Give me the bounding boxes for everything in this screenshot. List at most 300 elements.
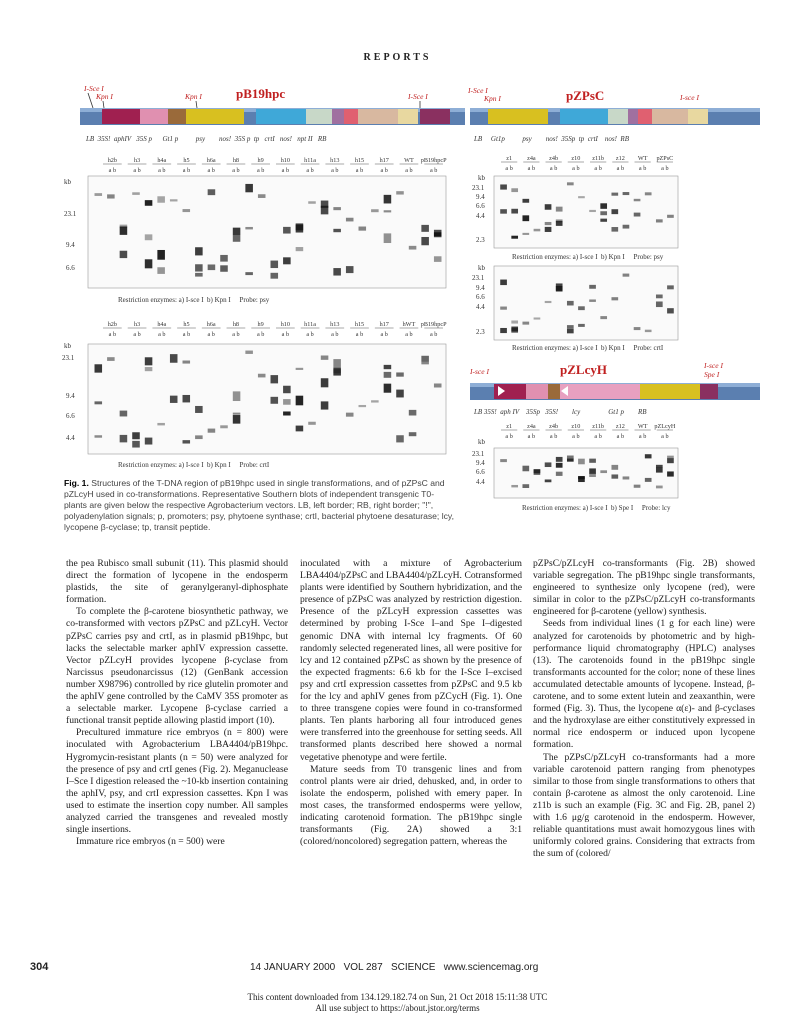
lane-ab: a b (331, 331, 339, 338)
lane-ab: a b (158, 331, 166, 338)
lane-ab: a b (549, 433, 558, 440)
kb-label: kb (478, 264, 485, 272)
paragraph: Mature seeds from T0 transgenic lines and from control plants were air dried, dehusked, and, in order to isolate the endosperm, polished with emery paper. In most cases, the transformed endosperms were yellow, indicating carotenoid formation. The pB19hpc single transformants (Fig. 2A) showed a 3:1 (colored/noncolored) segregation pattern, whereas the (300, 763, 522, 848)
blot-band (384, 384, 392, 393)
lane-ab: a b (306, 331, 314, 338)
blot-band (245, 184, 253, 192)
blot-band (132, 192, 140, 195)
blot-band (589, 299, 596, 301)
lane-ab: a b (572, 165, 580, 172)
blot-band (600, 316, 607, 319)
blot-band (611, 193, 618, 196)
construct-title: pZLcyH (560, 362, 607, 377)
blot-band (522, 233, 529, 235)
blot-band (233, 413, 241, 415)
blot-band (567, 301, 574, 306)
blot-band (120, 251, 128, 258)
lane-ab: a b (429, 167, 438, 174)
blot-band (522, 322, 529, 325)
blot-band (545, 479, 552, 482)
blot-band (578, 459, 585, 465)
blot-band (500, 280, 507, 286)
blot-band (245, 272, 253, 275)
blot-band (346, 218, 354, 222)
lane-label: z4b (549, 155, 559, 162)
blot-band (157, 267, 165, 274)
lane-ab: a b (256, 331, 265, 338)
blot-band (233, 391, 241, 401)
blot-footer: Restriction enzymes: a) I-sce I b) Kpn I Probe: crtI (118, 461, 270, 469)
lane-ab: a b (527, 433, 536, 440)
blot-band (296, 426, 304, 432)
blot-band (500, 184, 507, 189)
lane-ab: a b (527, 165, 536, 172)
blot-band (500, 459, 507, 462)
blot-band (534, 469, 541, 474)
blot-footer: Restriction enzymes: a) I-sce I b) Spe I Probe: lcy (522, 504, 671, 512)
lane-ab: a b (405, 331, 413, 338)
lane-label: h2b (107, 321, 117, 328)
blot-footer: Restriction enzymes: a) I-sce I b) Kpn I Probe: crtI (512, 344, 664, 352)
blot-band (667, 215, 674, 218)
blot-band (556, 207, 563, 212)
blot-band (359, 405, 367, 407)
lane-label: z12 (615, 155, 625, 162)
caption-label: Fig. 1. (64, 478, 89, 488)
blot-band (195, 273, 203, 277)
figure-caption (64, 478, 454, 533)
site-label: I-Sce I (408, 92, 428, 101)
blot-band (545, 301, 552, 303)
blot-band (500, 328, 507, 333)
blot-band (95, 193, 103, 196)
blot-band (567, 182, 574, 185)
kb-label: 6.6 (476, 468, 485, 476)
kb-label: 23.1 (62, 354, 75, 362)
lane-ab: a b (355, 331, 364, 338)
site-label: I-Sce I (468, 86, 488, 95)
blot-band (421, 225, 429, 232)
blot-band (589, 473, 596, 477)
lane-label: h11a (304, 321, 316, 328)
blot-band (333, 268, 341, 275)
lane-ab: a b (380, 331, 388, 338)
blot-band (409, 246, 417, 250)
lane-label: z11b (592, 423, 605, 430)
blot-band (634, 327, 641, 330)
lane-ab: a b (108, 167, 117, 174)
blot-band (157, 250, 165, 260)
blot-band (556, 457, 563, 462)
site-label: I-sce I (704, 361, 723, 370)
blot-band (589, 468, 596, 473)
lane-ab: a b (505, 433, 513, 440)
blot-band (371, 209, 379, 212)
construct-pb19hpc (80, 84, 465, 143)
lane-label: WT (637, 155, 648, 162)
kb-label: 9.4 (476, 284, 485, 292)
blot-band (170, 354, 178, 363)
construct-elements: LB 35S! aph IV 35Sp 35S! lcy Gt1 p RB (474, 408, 647, 416)
blot-band (434, 256, 442, 262)
blot-band (333, 359, 341, 367)
blot-band (545, 462, 552, 467)
blot-band (545, 227, 552, 232)
column-3 (533, 558, 755, 860)
download-notice (0, 992, 795, 1014)
blot-band (522, 215, 529, 221)
blot-band (567, 325, 574, 328)
blot-band (384, 195, 392, 204)
blot-band (183, 395, 191, 402)
construct-elements: LB Gt1p psy nos! 35Sp tp crtI nos! RB (474, 135, 629, 143)
blot-band (283, 257, 291, 264)
lane-ab: a b (429, 331, 438, 338)
site-label: I-sce I (680, 93, 699, 102)
blot-band (371, 400, 379, 402)
lane-label: pZLcyH (654, 423, 676, 430)
construct-title: pB19hpc (236, 86, 286, 101)
lane-label: h17 (379, 321, 389, 328)
blot-band (567, 328, 574, 333)
blot-band (421, 356, 429, 362)
lane-ab: a b (331, 167, 339, 174)
blot-band (384, 372, 392, 378)
paragraph: Immature rice embryos (n = 500) were (76, 836, 225, 848)
blot-band (283, 386, 291, 393)
blot-band (296, 247, 304, 251)
southern-blot-crti-pb19hpc (62, 321, 447, 469)
lane-label: h4a (157, 321, 167, 328)
construct-title: pZPsC (566, 88, 605, 103)
lane-ab: a b (133, 331, 141, 338)
blot-band (396, 390, 404, 398)
blot-footer: Restriction enzymes: a) I-sce I b) Kpn I Probe: psy (512, 253, 664, 261)
blot-band (434, 383, 442, 387)
blot-band (245, 351, 253, 354)
blot-band (157, 196, 165, 202)
blot-band (157, 423, 165, 425)
blot-band (271, 273, 279, 279)
construct-pzpsc (467, 86, 760, 143)
blot-band (656, 465, 663, 468)
lane-ab: a b (281, 331, 290, 338)
blot-band (634, 199, 641, 201)
blot-band (95, 435, 103, 437)
blot-band (183, 361, 191, 364)
blot-band (656, 219, 663, 222)
lane-ab: a b (661, 165, 669, 172)
paragraph: pZPsC/pZLcyH co-transformants (Fig. 2B) showed variable segregation. The pB19hpc single transformants, engineered to synthesize only lycopene (red), were similar in color to the pZPsC/pZLcyH co-transformants engineered for β-carotene (yellow) synthesis. (533, 558, 755, 618)
blot-band (667, 458, 674, 463)
lane-label: pZPsC (656, 155, 674, 162)
lane-ab: a b (256, 167, 265, 174)
blot-band (321, 206, 329, 215)
lane-ab: a b (355, 167, 364, 174)
blot-band (333, 369, 341, 373)
blot-band (145, 234, 153, 240)
blot-band (534, 229, 541, 232)
blot-band (511, 236, 518, 239)
lane-label: z1 (506, 423, 513, 430)
lane-label: h11a (304, 157, 316, 164)
blot-footer: Restriction enzymes: a) I-sce I b) Kpn I Probe: psy (118, 296, 270, 304)
blot-band (195, 406, 203, 413)
kb-label: 4.4 (66, 434, 75, 442)
site-label: I-Sce I (84, 84, 104, 93)
blot-band (511, 209, 518, 214)
blot-band (421, 237, 429, 245)
lane-ab: a b (108, 331, 117, 338)
blot-band (208, 429, 216, 433)
blot-band (245, 227, 253, 229)
blot-band (545, 204, 552, 210)
blot-band (578, 476, 585, 479)
lane-label: z4a (527, 423, 536, 430)
lane-label: h5 (183, 321, 190, 328)
blot-band (333, 207, 341, 210)
blot-band (409, 410, 417, 416)
lane-label: z11b (592, 155, 605, 162)
blot-band (511, 320, 518, 323)
blot-band (195, 264, 203, 271)
blot-band (321, 378, 329, 387)
blot-band (107, 194, 115, 198)
lane-label: h3 (133, 321, 141, 328)
blot-band (578, 196, 585, 198)
blot-band (645, 478, 652, 482)
download-line-2: All use subject to https://about.jstor.org/terms (315, 1003, 480, 1013)
blot-band (396, 435, 404, 442)
blot-band (296, 368, 304, 370)
blot-band (656, 295, 663, 299)
blot-band (611, 465, 618, 470)
lane-ab: a b (505, 165, 513, 172)
lane-label: h5 (183, 157, 190, 164)
blot-band (296, 396, 304, 406)
blot-band (611, 474, 618, 478)
blot-band (634, 485, 641, 488)
column-1 (66, 558, 288, 848)
lane-ab: a b (572, 433, 580, 440)
download-line-1: This content downloaded from 134.129.182.74 on Sun, 21 Oct 2018 15:11:38 UTC (247, 992, 548, 1002)
site-label: Spe I (704, 370, 720, 379)
section-header: REPORTS (363, 52, 432, 63)
blot-band (107, 357, 115, 361)
blot-band (258, 374, 266, 378)
lane-ab: a b (616, 433, 625, 440)
lane-label: hWT (402, 321, 416, 328)
page-number: 304 (30, 961, 49, 973)
blot-band (271, 261, 279, 268)
lane-ab: a b (306, 167, 314, 174)
lane-label: h10 (280, 157, 290, 164)
lane-label: WT (404, 157, 414, 164)
blot-band (271, 397, 279, 404)
blot-band (556, 472, 563, 476)
blot-band (578, 306, 585, 310)
blot-band (534, 317, 541, 319)
blot-band (233, 236, 241, 242)
blot-band (578, 324, 585, 327)
kb-label: 9.4 (476, 193, 485, 201)
kb-label: 2.3 (476, 328, 485, 336)
paragraph: Precultured immature rice embryos (n = 800) were inoculated with Agrobacterium LBA4404/pB19hpc. Hygromycin-resistant plants (n = 50) were analyzed for the presence of psy and crtI genes (Fig. 2). Meganuclease I–Sce I digestion released the ~10-kb insertion containing the aphIV, psy, and crtI expression cassettes. Kpn I was used to estimate the insertion copy number. All samples analyzed carried the transgenes and revealed mostly single insertions. (66, 727, 288, 836)
blot-band (645, 192, 652, 195)
blot-band (611, 297, 618, 300)
blot-band (656, 301, 663, 307)
blot-band (132, 441, 140, 448)
kb-label: kb (478, 174, 485, 182)
site-label: Kpn I (185, 92, 202, 101)
paragraph: Seeds from individual lines (1 g for each line) were analyzed for carotenoids by photometric and by high-performance liquid chromatography (HPLC) analyses (13). The carotenoids found in the pB19hpc single transformants accounted for the color; none of these lines accumulated detectable amounts of lycopene. Instead, β-carotene, and to some extent lutein and zeaxanthin, were formed (Fig. 3). Thus, the lycopene α(ε)- and β-cyclases and the hydroxylase are either constitutively expressed in normal rice endosperm or induced upon lycopene formation. (533, 618, 755, 751)
lane-label: h3 (133, 157, 141, 164)
blot-band (421, 361, 429, 364)
blot-band (120, 227, 128, 235)
blot-band (283, 399, 291, 405)
lane-label: h6a (206, 157, 216, 164)
blot-band (656, 467, 663, 472)
blot-band (220, 255, 228, 262)
blot-band (145, 200, 153, 206)
lane-ab: a b (594, 165, 602, 172)
blot-band (556, 463, 563, 468)
lane-label: h8 (232, 157, 240, 164)
caption-text: Structures of the T-DNA region of pB19hpc used in single transformations, and of pZPsC and pZLcyH used in co-transformations. Representative Southern blots of independent transgenic T0-plants are given below the respective Agrobacterium vectors. LB, left border; RB, right border; "!", polyadenylation signals; p, promoters; psy, phytoene synthase; crtI, bacterial phytoene desaturase; lcy, lycopene β-cyclase; tp, transit peptide. (64, 478, 454, 532)
kb-label: kb (64, 342, 71, 350)
blot-band (589, 210, 596, 212)
lane-ab: a b (616, 165, 625, 172)
lane-label: z4b (549, 423, 559, 430)
blot-band (145, 259, 153, 268)
southern-blot-crti-pzpsc (472, 264, 678, 352)
kb-label: kb (478, 438, 485, 446)
blot-band (321, 355, 329, 359)
blot-band (208, 264, 216, 270)
blot-band (208, 189, 216, 195)
paragraph: the pea Rubisco small subunit (11). This plasmid should direct the formation of lycopene in the endosperm plastids, the site of geranylgeranyl-diphosphate formation. (66, 558, 288, 606)
blot-band (183, 440, 191, 443)
lane-label: h9 (257, 321, 264, 328)
kb-label: 6.6 (66, 264, 75, 272)
blot-band (556, 287, 563, 291)
southern-blot-psy-pzpsc (472, 155, 678, 261)
southern-blot-lcy-pzlcyh (472, 423, 678, 512)
blot-band (656, 486, 663, 489)
blot-band (511, 328, 518, 333)
lane-label: z4a (527, 155, 536, 162)
southern-blot-psy-pb19hpc (64, 157, 447, 304)
blot-band (145, 357, 153, 365)
lane-ab: a b (594, 433, 602, 440)
blot-band (600, 470, 607, 473)
lane-label: z1 (506, 155, 513, 162)
lane-label: h6a (206, 321, 216, 328)
blot-band (511, 188, 518, 192)
kb-label: 23.1 (472, 184, 485, 192)
lane-ab: a b (133, 167, 141, 174)
blot-band (220, 425, 228, 428)
paragraph: The pZPsC/pZLcyH co-transformants had a more variable carotenoid pattern ranging from phenotypes similar to those from single transformations to others that contain β-carotene as almost the only carotenoid. Line z11b is such an example (Fig. 3C and Fig. 2B, panel 2) with 1.6 μg/g carotenoid in the endosperm. However, reliable quantitations must await homozygous lines with uniformly colored grains. Considering that extracts from the sum of (colored/ (533, 751, 755, 860)
kb-label: 4.4 (476, 303, 485, 311)
kb-label: 4.4 (476, 212, 485, 220)
lane-label: pB19hpcP (420, 321, 447, 328)
blot-band (567, 459, 574, 462)
lane-ab: a b (232, 167, 240, 174)
blot-band (195, 247, 203, 255)
blot-band (522, 466, 529, 472)
lane-label: z10 (571, 423, 581, 430)
blot-band (611, 209, 618, 214)
lane-label: h13 (330, 321, 340, 328)
lane-label: h10 (280, 321, 290, 328)
lane-ab: a b (207, 167, 215, 174)
blot-band (271, 375, 279, 383)
blot-band (120, 435, 128, 442)
blot-band (545, 222, 552, 225)
blot-band (120, 411, 128, 417)
blot-band (132, 432, 140, 439)
blot-band (384, 233, 392, 243)
blot-band (500, 307, 507, 310)
lane-ab: a b (281, 167, 290, 174)
blot-band (359, 227, 367, 231)
lane-ab: a b (232, 331, 240, 338)
lane-ab: a b (638, 165, 647, 172)
kb-label: 6.6 (476, 202, 485, 210)
lane-label: h13 (330, 157, 340, 164)
blot-band (623, 192, 630, 195)
lane-label: WT (637, 423, 648, 430)
site-label: I-sce I (470, 367, 489, 376)
blot-band (556, 283, 563, 286)
blot-band (233, 228, 241, 236)
blot-band (500, 209, 507, 213)
blot-band (220, 265, 228, 271)
blot-band (233, 415, 241, 424)
lane-label: z10 (571, 155, 581, 162)
kb-label: 9.4 (476, 459, 485, 467)
kb-label: 4.4 (476, 478, 485, 486)
lane-ab: a b (405, 167, 413, 174)
blot-band (308, 422, 316, 425)
blot-band (623, 476, 630, 479)
blot-band (589, 285, 596, 289)
blot-band (308, 201, 316, 203)
blot-band (170, 199, 178, 201)
blot-band (195, 435, 203, 439)
blot-band (145, 438, 153, 445)
blot-band (396, 191, 404, 194)
blot-band (645, 330, 652, 332)
lane-ab: a b (182, 167, 191, 174)
kb-label: 9.4 (66, 241, 75, 249)
blot-band (183, 209, 191, 212)
kb-label: kb (64, 178, 71, 186)
site-label: Kpn I (484, 94, 501, 103)
paragraph: To complete the β-carotene biosynthetic pathway, we co-transformed with vectors pZPsC and pZLcyH. Vector pZPsC carries psy and crtI, as in plasmid pB19hpc, but lacks the selectable marker aphIV expression cassette. Vector pZLcyH provides lycopene β-cyclase from Narcissus pseudonarcissus (12) (GenBank accession number X98796) controlled by rice glutelin promoter and the aphIV gene controlled by the CaMV 35S promoter as a selectable marker. Lycopene β-cyclase carried a functional transit peptide allowing plastid import (10). (66, 606, 288, 727)
blot-band (667, 456, 674, 459)
blot-band (283, 411, 291, 415)
blot-band (409, 432, 417, 436)
blot-band (258, 194, 266, 198)
blot-band (589, 459, 596, 463)
paragraph: inoculated with a mixture of Agrobacterium LBA4404/pZPsC and LBA4404/pZLcyH. Cotransformed plants were identified by Southern hybridization, and the presence of pZPsC was analyzed by restriction digestion. Presence of the pZLcyH expression cassettes was determined by probing I-Sce I–and Spe I–digested genomic DNA with internal lcy fragments. Of 60 randomly selected regenerated lines, all were positive for lcy and 12 contained pZPsC as shown by the presence of the expected fragments: 6.6 kb for the I-Sce I–excised psy and crtI expression cassettes from pZPsC and 9.5 kb for the lcy and aphIV genes from pZCycH (Fig. 1). One to three transgene copies were found in co-transformed plants. Ten plants harboring all four introduced genes were transferred into the greenhouse for setting seeds. All transformed plants described here showed a normal vegetative phenotype and were fertile. (300, 558, 522, 763)
blot-band (170, 396, 178, 403)
blot-band (145, 367, 153, 371)
blot-band (600, 219, 607, 222)
blot-band (95, 401, 103, 404)
